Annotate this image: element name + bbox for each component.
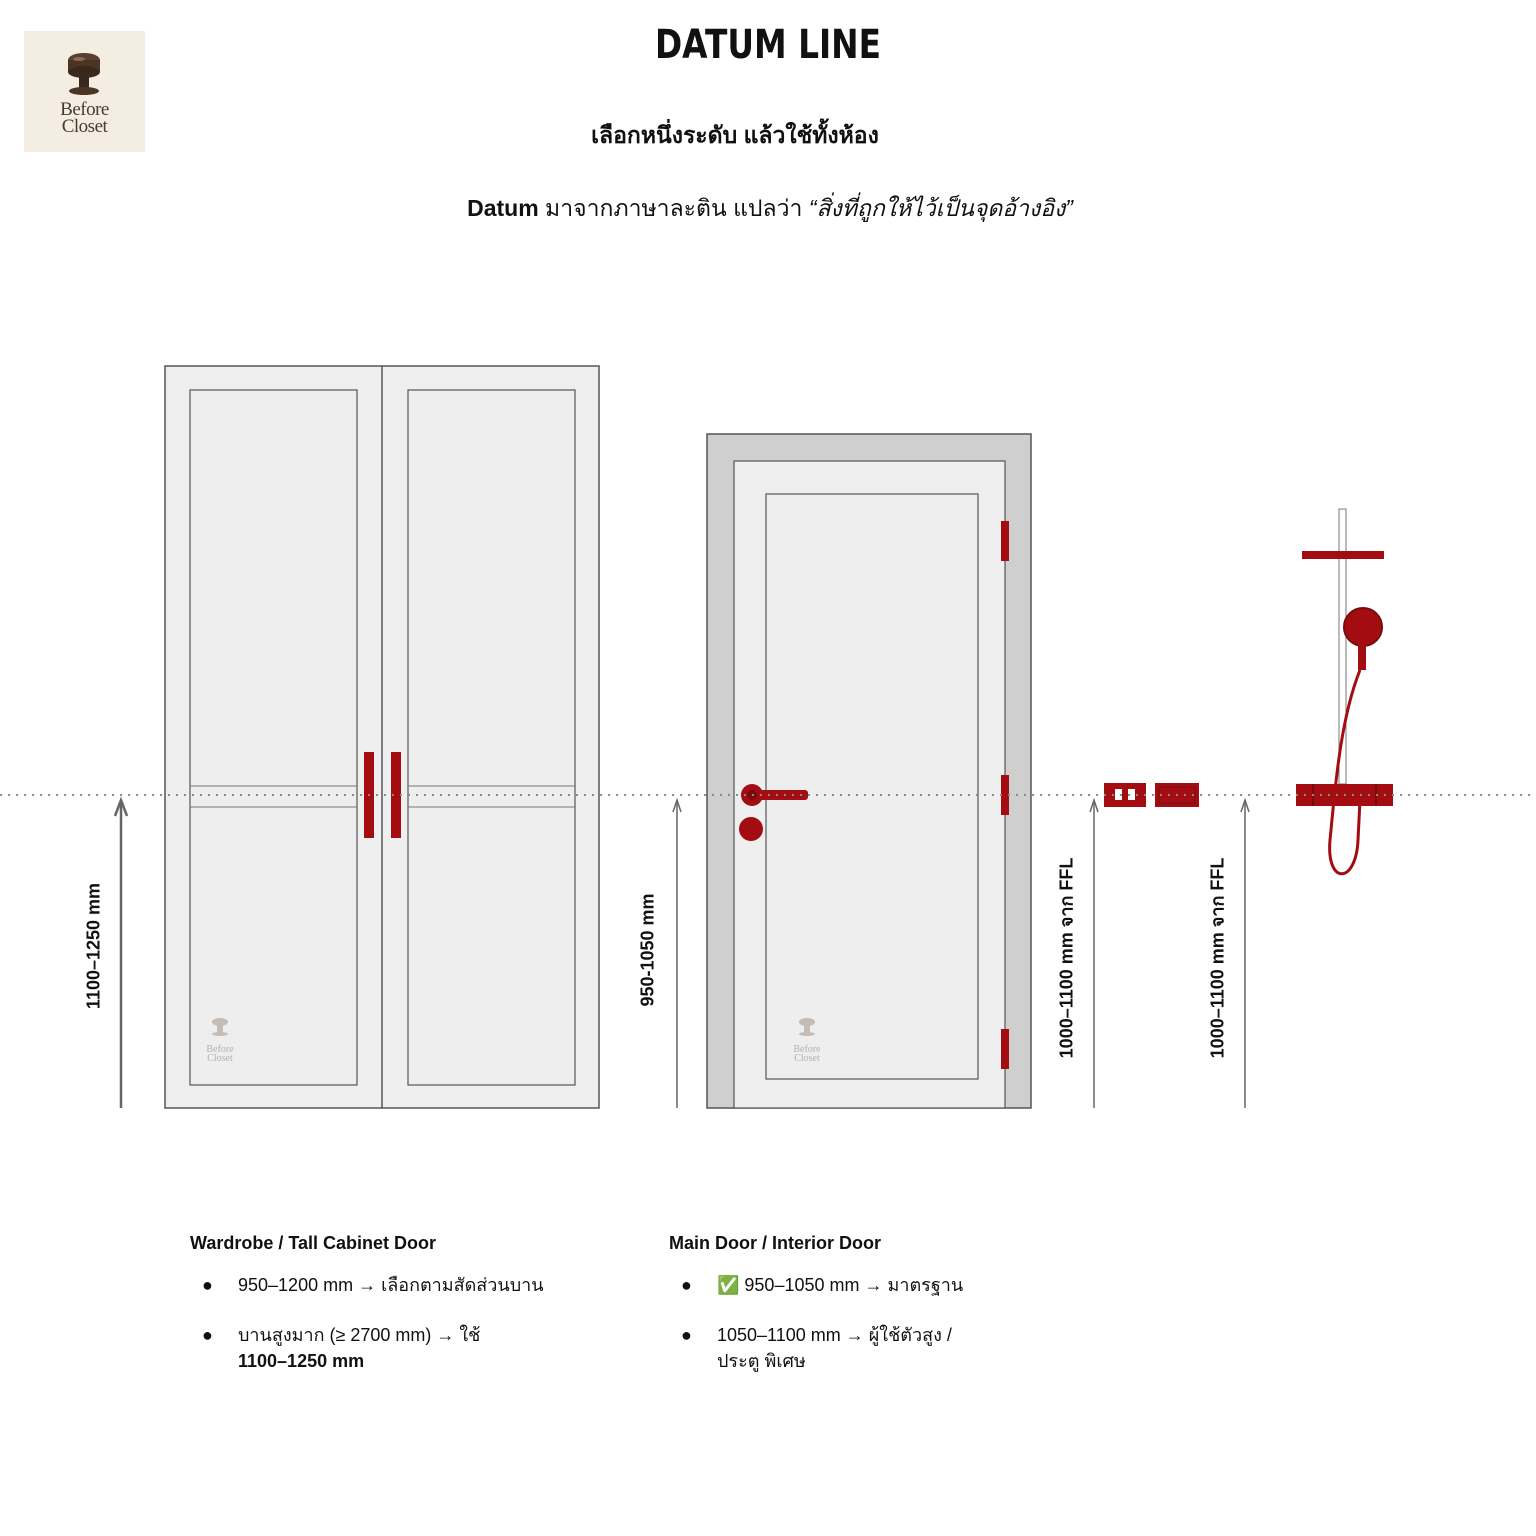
list-item-text: 1050–1100 mm → ผู้ใช้ตัวสูง / ประตู พิเศษ: [717, 1325, 952, 1371]
page-subtitle: เลือกหนึ่งระดับ แล้วใช้ทั้งห้อง: [591, 122, 879, 148]
bullet-icon: ●: [681, 1275, 692, 1295]
bullet-icon: ●: [202, 1325, 213, 1345]
list-item-text: บานสูงมาก (≥ 2700 mm) → ใช้: [238, 1325, 481, 1345]
dimension-label-wardrobe: 1100–1250 mm: [83, 882, 104, 1010]
wardrobe-bullet-list: [190, 1272, 590, 1374]
shower-panel: [1296, 509, 1393, 874]
wardrobe-section-title: Wardrobe / Tall Cabinet Door: [190, 1233, 437, 1253]
watermark-text-line1: Before: [793, 1044, 821, 1055]
hinge-middle: [1001, 775, 1009, 815]
watermark-logo-wardrobe: [192, 1013, 248, 1075]
watermark-logo-door: [779, 1013, 835, 1075]
tagline-bold: Datum: [467, 195, 539, 221]
watermark-text-line1: Before: [206, 1044, 234, 1055]
tagline-text: มาจากภาษาละติน แปลว่า: [538, 195, 809, 221]
list-item: [190, 1322, 590, 1374]
interior-door: [707, 434, 1031, 1108]
hinge-top: [1001, 521, 1009, 561]
door-lock-cylinder: [739, 817, 763, 841]
bullet-icon: ●: [681, 1325, 692, 1345]
door-bullet-list: [669, 1272, 1029, 1374]
list-item: [669, 1272, 1029, 1298]
door-section: [669, 1233, 1029, 1398]
dimension-label-door: 950-1050 mm: [637, 893, 658, 1007]
wardrobe-section: [190, 1233, 590, 1398]
dimension-label-shower: 1000–1100 mm จาก FFL: [1207, 857, 1228, 1059]
list-item-text: 950–1200 mm → เลือกตามสัดส่วนบาน: [238, 1275, 544, 1295]
wardrobe-double-door: [165, 366, 599, 1108]
list-item: [190, 1272, 590, 1298]
watermark-text-line2: Closet: [794, 1053, 820, 1064]
page-title: DATUM LINE: [654, 22, 882, 68]
logo-text-line1: Before: [60, 99, 109, 120]
watermark-text-line2: Closet: [207, 1053, 233, 1064]
list-item-text: ✅ 950–1050 mm → มาตรฐาน: [717, 1275, 964, 1295]
tagline-italic: “สิ่งที่ถูกให้ไว้เป็นจุดอ้างอิง”: [808, 195, 1073, 221]
logo-text-line2: Closet: [61, 116, 108, 137]
list-item-strong: 1100–1250 mm: [238, 1351, 365, 1371]
list-item: [669, 1322, 1029, 1374]
dimension-label-switch: 1000–1100 mm จาก FFL: [1056, 857, 1077, 1059]
bullet-icon: ●: [202, 1275, 213, 1295]
door-section-title: Main Door / Interior Door: [669, 1233, 882, 1253]
hinge-bottom: [1001, 1029, 1009, 1069]
